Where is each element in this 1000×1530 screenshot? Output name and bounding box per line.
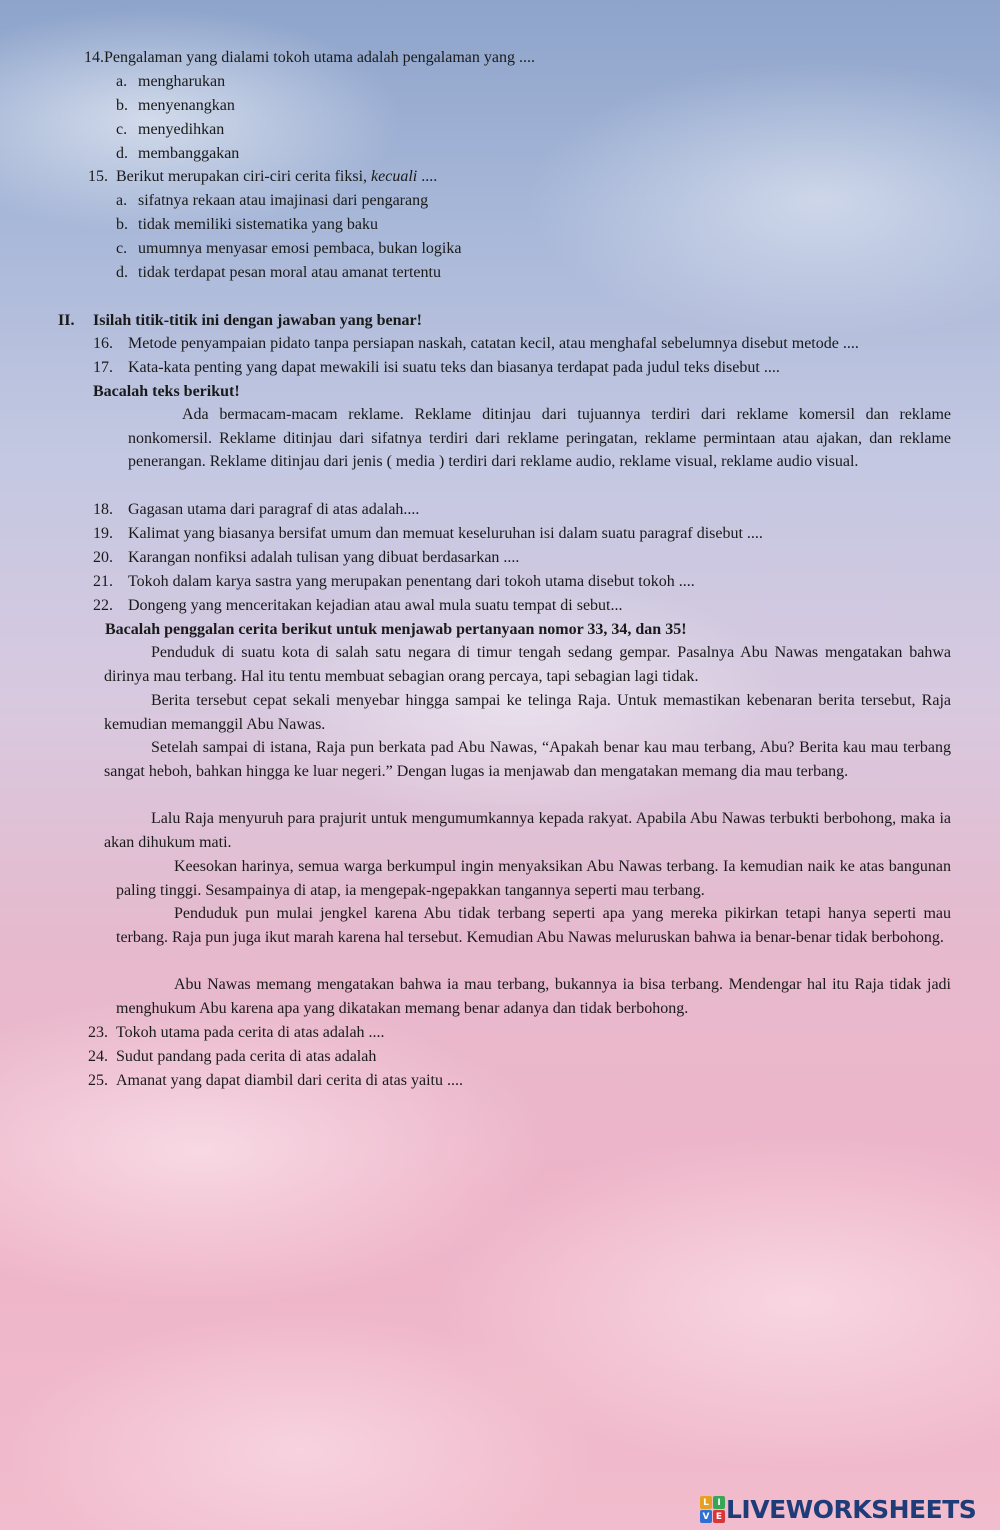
option-letter: a. xyxy=(116,192,128,209)
q14-option-d xyxy=(116,144,239,164)
question-number: 21. xyxy=(93,573,113,590)
logo-letter-e: E xyxy=(713,1510,725,1523)
option-letter: d. xyxy=(116,264,128,281)
question-18 xyxy=(93,500,419,520)
q15-option-c xyxy=(116,239,461,259)
logo-letter-l: L xyxy=(700,1496,712,1509)
option-text: sifatnya rekaan atau imajinasi dari pengarang xyxy=(138,192,429,209)
reading-paragraph-1: Ada bermacam-macam reklame. Reklame ditinjau dari tujuannya terdiri dari reklame komersil dan reklame nonkomersil. Reklame ditinjau dari sifatnya terdiri dari reklame peringatan, reklame permintaan atau ajakan, dan reklame penerangan. Reklame ditinjau dari jenis ( media ) terdiri dari reklame audio, reklame visual, reklame audio visual. xyxy=(128,406,951,471)
story-paragraph-4: Lalu Raja menyuruh para prajurit untuk mengumumkannya kepada rakyat. Apabila Abu Nawas terbukti berbohong, maka ia akan dihukum mati. xyxy=(104,810,951,851)
question-number: 18. xyxy=(93,501,113,518)
option-text: menyenangkan xyxy=(138,97,235,114)
story-paragraph-6: Penduduk pun mulai jengkel karena Abu tidak terbang seperti apa yang mereka pikirkan tetapi hanya seperti mau terbang. Raja pun juga ikut marah karena hal tersebut. Kemudian Abu Nawas meluruskan bahwa ia benar-benar tidak berbohong. xyxy=(116,905,951,946)
question-emphasis: kecuali xyxy=(371,168,418,185)
liveworksheets-logo[interactable] xyxy=(700,1494,976,1524)
q15-option-a xyxy=(116,191,428,211)
option-letter: d. xyxy=(116,145,128,162)
option-text: tidak memiliki sistematika yang baku xyxy=(138,216,378,233)
question-17 xyxy=(93,358,780,378)
story-paragraph-1: Penduduk di suatu kota di salah satu negara di timur tengah sedang gempar. Pasalnya Abu Nawas mengatakan bahwa dirinya mau terbang. Hal itu tentu membuat sebagian orang percaya, tapi sebagian lagi tidak. xyxy=(104,644,951,685)
question-21 xyxy=(93,572,695,592)
option-text: umumnya menyasar emosi pembaca, bukan logika xyxy=(138,240,462,257)
question-22 xyxy=(93,596,623,616)
story-paragraph-5: Keesokan harinya, semua warga berkumpul ingin menyaksikan Abu Nawas terbang. Ia kemudian naik ke atas bangunan paling tinggi. Sesampainya di atap, ia mengepak-ngepakkan tangannya seperti mau terbang. xyxy=(116,858,951,899)
question-text: Kata-kata penting yang dapat mewakili isi suatu teks dan biasanya terdapat pada judul teks disebut .... xyxy=(128,359,780,376)
question-number: 23. xyxy=(88,1024,108,1041)
question-number: 20. xyxy=(93,549,113,566)
question-number: 19. xyxy=(93,525,113,542)
reading-heading-2: Bacalah penggalan cerita berikut untuk menjawab pertanyaan nomor 33, 34, dan 35! xyxy=(105,621,687,638)
q15-option-b xyxy=(116,215,378,235)
question-text: Berikut merupakan ciri-ciri cerita fiksi, xyxy=(116,168,368,185)
question-15 xyxy=(88,167,437,187)
question-23 xyxy=(88,1023,385,1043)
story-paragraph-2: Berita tersebut cepat sekali menyebar hingga sampai ke telinga Raja. Untuk memastikan kebenaran berita tersebut, Raja kemudian memanggil Abu Nawas. xyxy=(104,692,951,733)
question-25 xyxy=(88,1071,463,1091)
question-text: Sudut pandang pada cerita di atas adalah xyxy=(116,1048,377,1065)
logo-letter-i: I xyxy=(713,1496,725,1509)
liveworksheets-logo-icon xyxy=(700,1496,724,1522)
question-text: Gagasan utama dari paragraf di atas adalah.... xyxy=(128,501,420,518)
option-text: membanggakan xyxy=(138,145,240,162)
option-text: mengharukan xyxy=(138,73,226,90)
question-19 xyxy=(93,524,763,544)
question-text: Tokoh utama pada cerita di atas adalah .... xyxy=(116,1024,385,1041)
question-text: Dongeng yang menceritakan kejadian atau awal mula suatu tempat di sebut... xyxy=(128,597,623,614)
logo-letter-v: V xyxy=(700,1510,712,1523)
question-text: Kalimat yang biasanya bersifat umum dan memuat keseluruhan isi dalam suatu paragraf disebut .... xyxy=(128,525,763,542)
q15-option-d xyxy=(116,263,441,283)
question-number: 22. xyxy=(93,597,113,614)
story-paragraph-3: Setelah sampai di istana, Raja pun berkata pad Abu Nawas, “Apakah benar kau mau terbang, Abu? Berita kau mau terbang sangat heboh, bahkan hingga ke luar negeri.” Dengan lugas ia menjawab dan mengatakan memang dia mau terbang. xyxy=(104,739,951,780)
section-title: Isilah titik-titik ini dengan jawaban yang benar! xyxy=(93,312,422,329)
option-letter: c. xyxy=(116,121,128,138)
question-ellipsis: .... xyxy=(421,168,438,185)
question-text: Karangan nonfiksi adalah tulisan yang dibuat berdasarkan .... xyxy=(128,549,520,566)
reading-heading-1: Bacalah teks berikut! xyxy=(93,383,240,400)
question-text: Tokoh dalam karya sastra yang merupakan penentang dari tokoh utama disebut tokoh .... xyxy=(128,573,695,590)
question-16 xyxy=(93,334,859,354)
question-20 xyxy=(93,548,519,568)
question-24 xyxy=(88,1047,376,1067)
question-14: 14.Pengalaman yang dialami tokoh utama adalah pengalaman yang .... xyxy=(84,49,535,66)
question-number: 16. xyxy=(93,335,113,352)
option-text: menyedihkan xyxy=(138,121,225,138)
section-heading xyxy=(58,311,422,331)
q14-option-a xyxy=(116,72,225,92)
question-number: 17. xyxy=(93,359,113,376)
question-number: 25. xyxy=(88,1072,108,1089)
option-letter: a. xyxy=(116,73,128,90)
question-text: Amanat yang dapat diambil dari cerita di atas yaitu .... xyxy=(116,1072,463,1089)
option-letter: b. xyxy=(116,97,128,114)
section-roman: II. xyxy=(58,312,75,329)
option-letter: c. xyxy=(116,240,128,257)
story-paragraph-7: Abu Nawas memang mengatakan bahwa ia mau terbang, bukannya ia bisa terbang. Mendengar hal itu Raja tidak jadi menghukum Abu karena apa yang dikatakan memang benar adanya dan tidak berbohong. xyxy=(116,976,951,1017)
option-letter: b. xyxy=(116,216,128,233)
q14-option-b xyxy=(116,96,235,116)
question-text: Metode penyampaian pidato tanpa persiapan naskah, catatan kecil, atau menghafal sebelumnya disebut metode .... xyxy=(128,335,859,352)
liveworksheets-logo-text: LIVEWORKSHEETS xyxy=(726,1494,977,1524)
q14-option-c xyxy=(116,120,224,140)
option-text: tidak terdapat pesan moral atau amanat tertentu xyxy=(138,264,441,281)
question-number: 15. xyxy=(88,168,108,185)
question-number: 24. xyxy=(88,1048,108,1065)
